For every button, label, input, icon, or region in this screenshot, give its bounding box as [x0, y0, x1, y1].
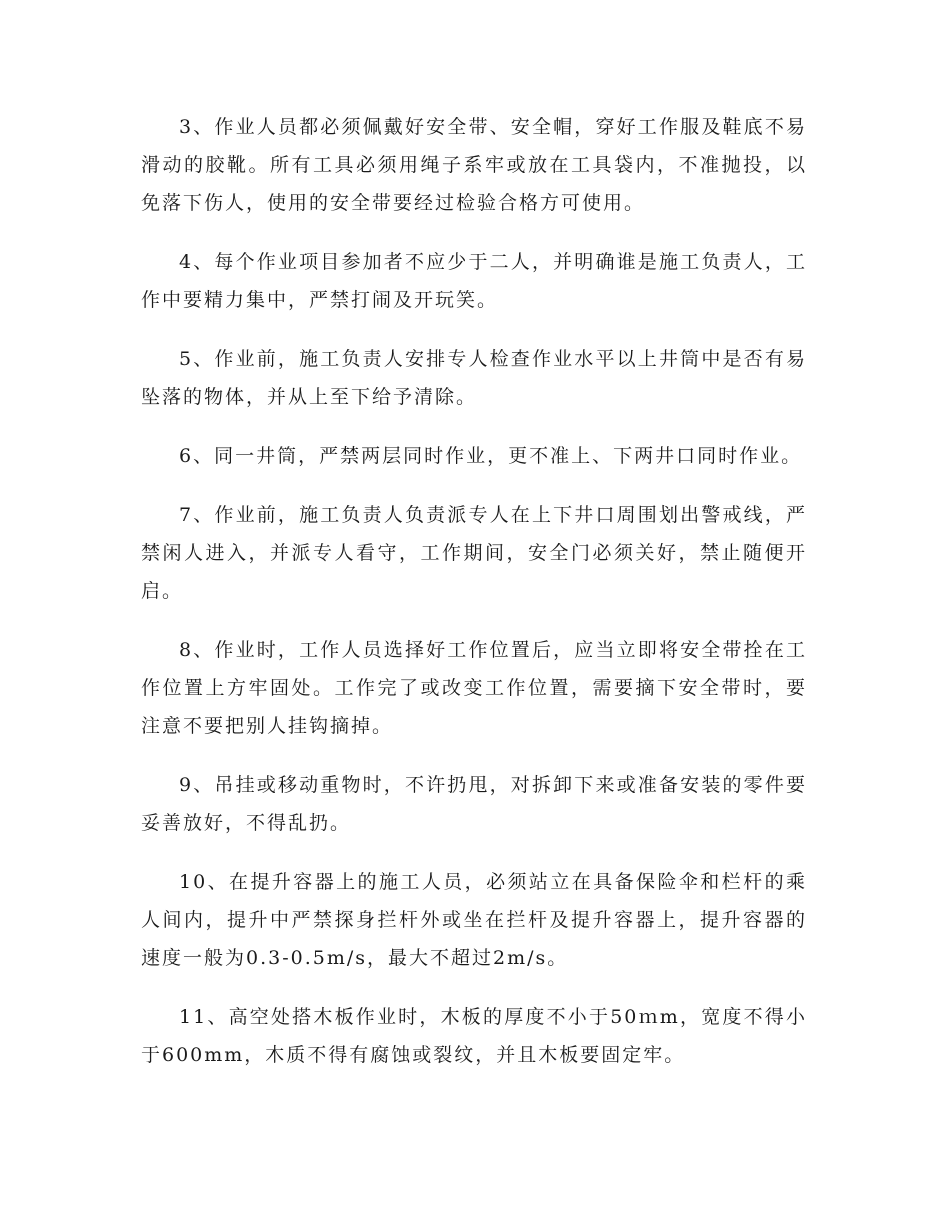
paragraph-item-5: 5、作业前，施工负责人安排专人检查作业水平以上井筒中是否有易坠落的物体，并从上至下给予清除。	[141, 348, 807, 408]
paragraph-item-11: 11、高空处搭木板作业时，木板的厚度不小于50ｍm，宽度不得小于600mm，木质不得有腐蚀或裂纹，并且木板要固定牢。	[141, 1006, 807, 1066]
paragraph-item-8: 8、作业时，工作人员选择好工作位置后，应当立即将安全带拴在工作位置上方牢固处。工作完了或改变工作位置，需要摘下安全带时，要注意不要把别人挂钩摘掉。	[141, 639, 807, 737]
paragraph-item-10: 10、在提升容器上的施工人员，必须站立在具备保险伞和栏杆的乘人间内，提升中严禁探身拦杆外或坐在拦杆及提升容器上，提升容器的速度一般为0.3-0.5m/s，最大不超过2m/s。	[141, 871, 807, 969]
document-body	[141, 108, 807, 1095]
paragraph-item-3: 3、作业人员都必须佩戴好安全带、安全帽，穿好工作服及鞋底不易滑动的胶靴。所有工具必须用绳子系牢或放在工具袋内，不准抛投，以免落下伤人，使用的安全带要经过检验合格方可使用。	[141, 116, 807, 214]
paragraph-item-6: 6、同一井筒，严禁两层同时作业，更不准上、下两井口同时作业。	[179, 445, 803, 467]
paragraph-item-7: 7、作业前，施工负责人负责派专人在上下井口周围划出警戒线，严禁闲人进入，并派专人看守，工作期间，安全门必须关好，禁止随便开启。	[141, 504, 807, 602]
paragraph-item-9: 9、吊挂或移动重物时，不许扔甩，对拆卸下来或准备安装的零件要妥善放好，不得乱扔。	[141, 774, 807, 834]
paragraph-item-4: 4、每个作业项目参加者不应少于二人，并明确谁是施工负责人，工作中要精力集中，严禁打闹及开玩笑。	[141, 251, 807, 311]
